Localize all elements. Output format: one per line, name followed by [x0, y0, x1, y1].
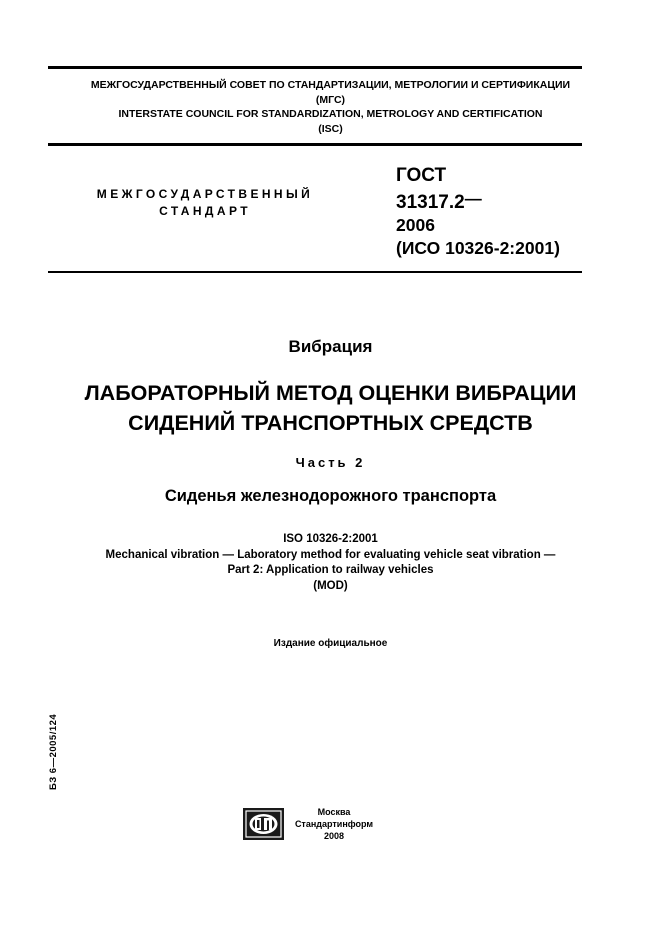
publisher-city: Москва [317, 807, 351, 817]
council-abbr-ru: (МГС) [315, 93, 346, 106]
iso-reference [0, 532, 661, 594]
standard-kind-line1: МЕЖГОСУДАРСТВЕННЫЙ [96, 187, 314, 201]
gost-dash: — [464, 189, 482, 208]
publisher-year: 2008 [323, 831, 345, 841]
standard-kind-line2: СТАНДАРТ [159, 204, 251, 218]
gost-designation [396, 164, 560, 260]
standard-kind [60, 186, 350, 220]
gost-label: ГОСТ [396, 165, 447, 186]
subject-title [0, 378, 661, 438]
publisher-name: Стандартинформ [294, 819, 374, 829]
iso-title-line1: Mechanical vibration — Laboratory method for evaluating vehicle seat vibration — [105, 548, 556, 561]
publisher-block [286, 806, 382, 842]
header-rule [48, 143, 582, 146]
gost-number: 31317.2 [396, 192, 465, 213]
part-title: Сиденья железнодорожного транспорта [164, 487, 497, 505]
top-rule [48, 66, 582, 69]
gost-year: 2006 [396, 215, 435, 235]
subject-line1: ЛАБОРАТОРНЫЙ МЕТОД ОЦЕНКИ ВИБРАЦИИ [84, 381, 577, 405]
iso-modification: (MOD) [313, 579, 348, 592]
iso-number: ISO 10326-2:2001 [283, 533, 378, 545]
side-code: БЗ 6—2005/124 [48, 713, 59, 790]
council-abbr-en: (ISC) [318, 122, 343, 135]
gost-iso-equivalent: (ИСО 10326-2:2001) [396, 238, 560, 258]
council-name-ru: МЕЖГОСУДАРСТВЕННЫЙ СОВЕТ ПО СТАНДАРТИЗАЦИИ, МЕТРОЛОГИИ И СЕРТИФИКАЦИИ [90, 79, 571, 91]
part-number: Часть 2 [295, 455, 366, 470]
standartinform-logo-icon [243, 808, 284, 840]
subject-line2: СИДЕНИЙ ТРАНСПОРТНЫХ СРЕДСТВ [128, 411, 533, 435]
council-header [0, 78, 661, 136]
council-name-en: INTERSTATE COUNCIL FOR STANDARDIZATION, METROLOGY AND CERTIFICATION [118, 108, 543, 120]
gost-number-line [396, 187, 560, 214]
edition-note: Издание официальное [273, 638, 388, 649]
designation-rule [48, 271, 582, 273]
iso-title-line2: Part 2: Application to railway vehicles [227, 564, 434, 576]
main-title: Вибрация [288, 337, 373, 356]
